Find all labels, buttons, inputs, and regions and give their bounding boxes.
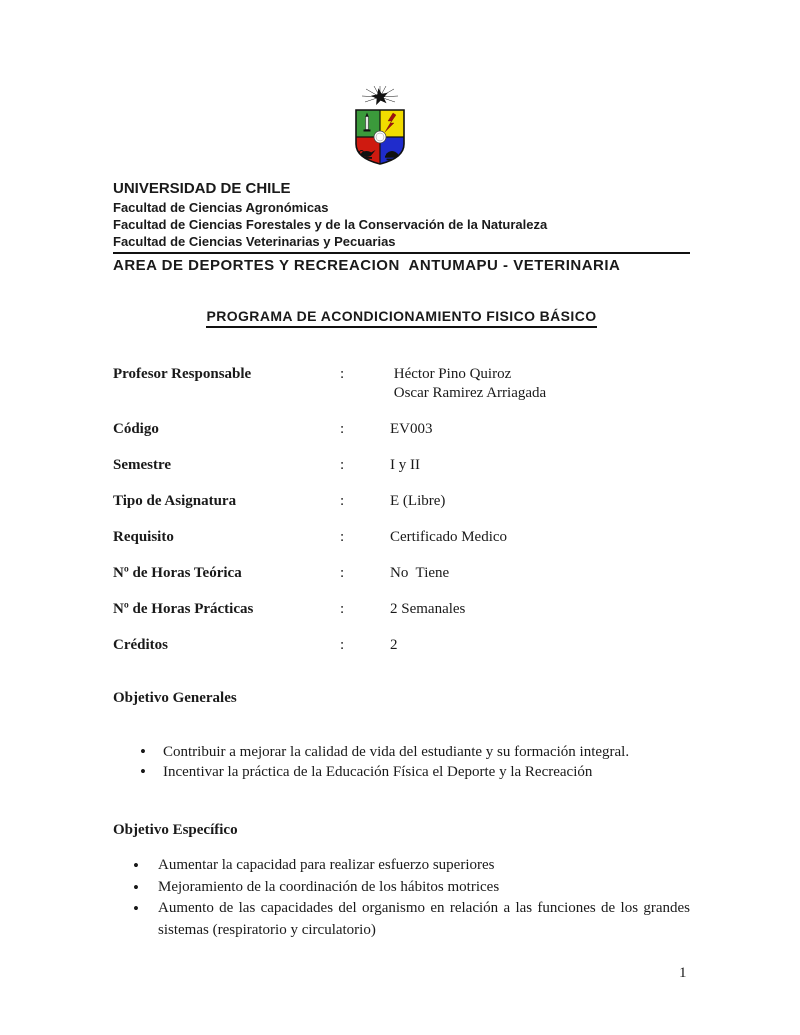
faculty-line-1: Facultad de Ciencias Agronómicas — [113, 200, 329, 215]
title-row — [113, 306, 690, 327]
page-number: 1 — [679, 965, 687, 981]
field-separator: : — [340, 457, 345, 473]
field-separator: : — [340, 565, 345, 581]
course-info-fields — [113, 365, 690, 655]
field-value: E (Libre) — [390, 493, 446, 509]
field-row-semestre — [113, 456, 690, 475]
field-separator: : — [340, 421, 345, 437]
area-line: AREA DE DEPORTES Y RECREACION ANTUMAPU - VETERINARIA — [113, 257, 621, 274]
field-separator: : — [340, 493, 345, 509]
field-value: 2 Semanales — [390, 601, 466, 617]
field-label: Semestre — [113, 457, 172, 473]
field-label: Código — [113, 421, 159, 437]
section-heading-objetivo-especifico: Objetivo Específico — [113, 822, 238, 838]
field-value: No Tiene — [390, 565, 450, 581]
field-label: Tipo de Asignatura — [113, 493, 237, 509]
field-label: Requisito — [113, 529, 174, 545]
universidad-de-chile-crest-icon — [349, 86, 411, 168]
field-value: 2 — [390, 637, 398, 653]
objetivo-generales-list — [140, 742, 690, 782]
field-value: Certificado Medico — [390, 529, 508, 545]
field-label: Créditos — [113, 637, 168, 653]
field-row-requisito — [113, 528, 690, 547]
field-row-tipo-asignatura — [113, 492, 690, 511]
field-value: EV003 — [390, 421, 433, 437]
objetivo-especifico-list — [133, 855, 694, 941]
field-row-creditos — [113, 636, 690, 655]
field-separator: : — [340, 529, 345, 545]
bullet-item: • Aumento de las capacidades del organismo en relación a las funciones de los grandes sistemas (respiratorio y circulatorio) — [133, 898, 690, 941]
field-row-horas-practicas — [113, 600, 690, 619]
faculty-line-3: Facultad de Ciencias Veterinarias y Pecuarias — [113, 233, 690, 254]
field-label: Profesor Responsable — [113, 366, 252, 382]
university-name: UNIVERSIDAD DE CHILE — [113, 180, 291, 197]
document-title: PROGRAMA DE ACONDICIONAMIENTO FISICO BÁSICO — [206, 308, 596, 328]
bullet-item: • Contribuir a mejorar la calidad de vida del estudiante y su formación integral. — [140, 742, 690, 762]
bullet-item: • Incentivar la práctica de la Educación Física el Deporte y la Recreación — [140, 762, 690, 782]
bullet-item: • Mejoramiento de la coordinación de los hábitos motrices — [133, 877, 690, 899]
faculty-line-2: Facultad de Ciencias Forestales y de la Conservación de la Naturaleza — [113, 217, 548, 232]
field-label: Nº de Horas Teórica — [113, 565, 242, 581]
field-separator: : — [340, 637, 345, 653]
bullet-item: • Aumentar la capacidad para realizar esfuerzo superiores — [133, 855, 690, 877]
field-label: Nº de Horas Prácticas — [113, 601, 254, 617]
section-heading-objetivo-generales: Objetivo Generales — [113, 690, 237, 706]
field-row-codigo — [113, 420, 690, 439]
field-separator: : — [340, 601, 345, 617]
field-row-profesor — [113, 365, 690, 403]
field-row-horas-teorica — [113, 564, 690, 583]
field-value: I y II — [390, 457, 420, 473]
field-separator: : — [340, 366, 345, 382]
field-value: Héctor Pino Quiroz Oscar Ramirez Arriagada — [393, 366, 547, 401]
